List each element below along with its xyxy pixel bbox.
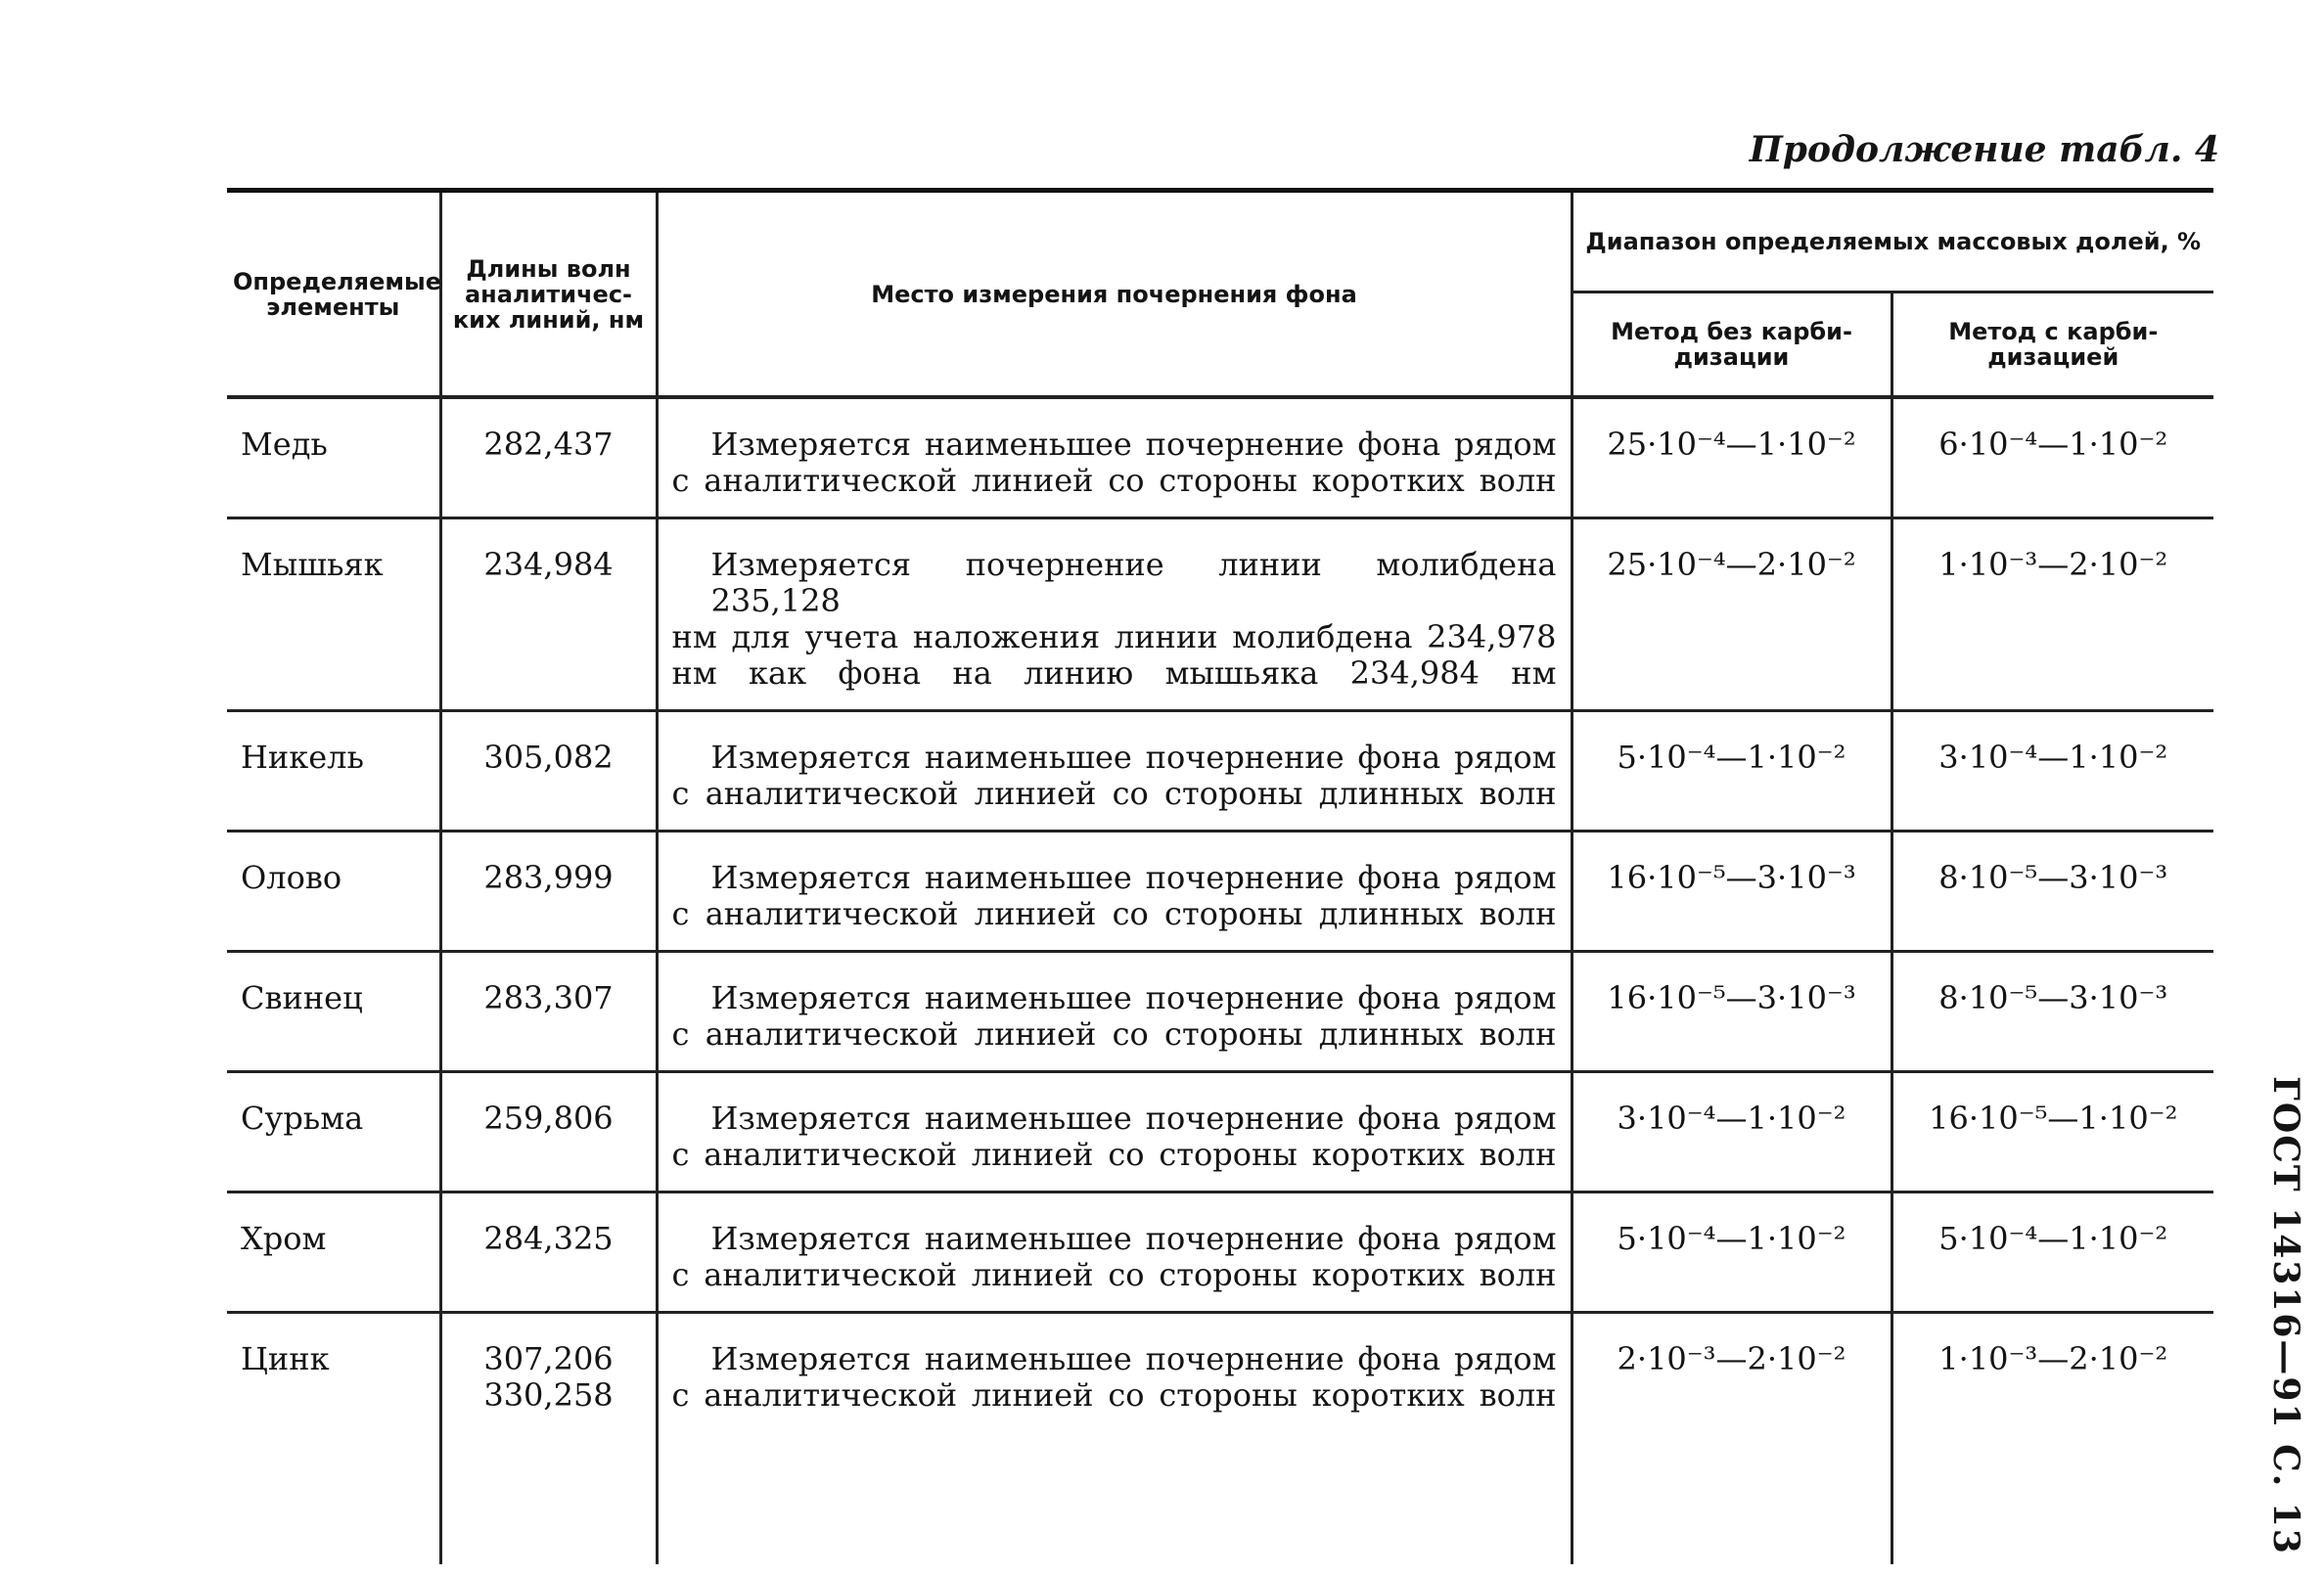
table-row bbox=[227, 1072, 2213, 1192]
range-carbidization-cell: 3·10⁻⁴—1·10⁻² bbox=[1891, 711, 2213, 832]
range-no-carbidization-cell: 2·10⁻³—2·10⁻² bbox=[1572, 1313, 1891, 1565]
range-carbidization-cell: 8·10⁻⁵—3·10⁻³ bbox=[1891, 832, 2213, 952]
wavelength-value: 283,999 bbox=[483, 859, 614, 896]
wavelength-value: 307,206 bbox=[483, 1340, 614, 1377]
place-cell bbox=[657, 518, 1572, 711]
element-cell: Мышьяк bbox=[227, 518, 440, 711]
header-wavelength: Длины волн аналитичес-ких линий, нм bbox=[440, 191, 657, 398]
table-row bbox=[227, 1192, 2213, 1313]
range-no-carbidization-cell: 5·10⁻⁴—1·10⁻² bbox=[1572, 1192, 1891, 1313]
place-cell bbox=[657, 1192, 1572, 1313]
table-body bbox=[227, 397, 2213, 1564]
element-cell: Сурьма bbox=[227, 1072, 440, 1192]
range-no-carbidization-cell: 5·10⁻⁴—1·10⁻² bbox=[1572, 711, 1891, 832]
range-no-carbidization-cell: 16·10⁻⁵—3·10⁻³ bbox=[1572, 952, 1891, 1072]
table-header bbox=[227, 191, 2213, 398]
range-carbidization-cell: 1·10⁻³—2·10⁻² bbox=[1891, 518, 2213, 711]
wavelength-value: 234,984 bbox=[483, 546, 614, 583]
place-text-line: с аналитической линией со стороны коротких волн bbox=[671, 1136, 1557, 1173]
element-cell: Олово bbox=[227, 832, 440, 952]
element-cell: Цинк bbox=[227, 1313, 440, 1565]
range-no-carbidization-cell: 16·10⁻⁵—3·10⁻³ bbox=[1572, 832, 1891, 952]
place-text-line: с аналитической линией со стороны коротких волн bbox=[671, 462, 1557, 499]
place-text-line: с аналитической линией со стороны коротких волн bbox=[671, 1376, 1557, 1414]
place-text-line: с аналитической линией со стороны длинных волн bbox=[671, 895, 1557, 932]
range-no-carbidization-cell: 3·10⁻⁴—1·10⁻² bbox=[1572, 1072, 1891, 1192]
place-text-line: нм как фона на линию мышьяка 234,984 нм bbox=[671, 654, 1557, 692]
place-text-line: Измеряется наименьшее почернение фона рядом bbox=[710, 739, 1557, 776]
wavelength-cell bbox=[440, 952, 657, 1072]
table-row bbox=[227, 952, 2213, 1072]
table-row bbox=[227, 832, 2213, 952]
document-page-label: ГОСТ 14316—91 С. 13 bbox=[2265, 1076, 2306, 1555]
wavelength-value: 305,082 bbox=[483, 739, 614, 776]
wavelength-cell bbox=[440, 518, 657, 711]
range-carbidization-cell: 8·10⁻⁵—3·10⁻³ bbox=[1891, 952, 2213, 1072]
place-cell bbox=[657, 397, 1572, 518]
header-range: Диапазон определяемых массовых долей, % bbox=[1572, 191, 2213, 292]
place-cell bbox=[657, 832, 1572, 952]
wavelength-value: 330,258 bbox=[483, 1376, 614, 1414]
wavelength-cell bbox=[440, 711, 657, 832]
range-carbidization-cell: 5·10⁻⁴—1·10⁻² bbox=[1891, 1192, 2213, 1313]
range-carbidization-cell: 16·10⁻⁵—1·10⁻² bbox=[1891, 1072, 2213, 1192]
range-no-carbidization-cell: 25·10⁻⁴—2·10⁻² bbox=[1572, 518, 1891, 711]
header-no-carbidization: Метод без карби-дизации bbox=[1572, 292, 1891, 398]
wavelength-cell bbox=[440, 397, 657, 518]
wavelength-cell bbox=[440, 1192, 657, 1313]
element-cell: Хром bbox=[227, 1192, 440, 1313]
place-text-line: Измеряется наименьшее почернение фона рядом bbox=[710, 1340, 1557, 1377]
range-carbidization-cell: 6·10⁻⁴—1·10⁻² bbox=[1891, 397, 2213, 518]
data-table bbox=[227, 188, 2213, 1564]
element-cell: Никель bbox=[227, 711, 440, 832]
place-text-line: Измеряется наименьшее почернение фона рядом bbox=[710, 1220, 1557, 1257]
wavelength-value: 282,437 bbox=[483, 426, 614, 463]
table-row bbox=[227, 397, 2213, 518]
place-text-line: с аналитической линией со стороны длинных волн bbox=[671, 775, 1557, 812]
place-cell bbox=[657, 1313, 1572, 1565]
wavelength-value: 284,325 bbox=[483, 1220, 614, 1257]
wavelength-cell bbox=[440, 1072, 657, 1192]
wavelength-cell bbox=[440, 1313, 657, 1565]
table-row bbox=[227, 1313, 2213, 1565]
element-cell: Свинец bbox=[227, 952, 440, 1072]
wavelength-value: 259,806 bbox=[483, 1100, 614, 1137]
wavelength-value: 283,307 bbox=[483, 979, 614, 1016]
place-text-line: Измеряется почернение линии молибдена 235,128 bbox=[710, 546, 1557, 619]
table-row bbox=[227, 711, 2213, 832]
element-cell: Медь bbox=[227, 397, 440, 518]
place-text-line: с аналитической линией со стороны коротких волн bbox=[671, 1256, 1557, 1293]
header-place: Место измерения почернения фона bbox=[657, 191, 1572, 398]
place-text-line: с аналитической линией со стороны длинных волн bbox=[671, 1015, 1557, 1053]
table-caption: Продолжение табл. 4 bbox=[1749, 129, 2219, 170]
place-text-line: Измеряется наименьшее почернение фона рядом bbox=[710, 426, 1557, 463]
place-text-line: Измеряется наименьшее почернение фона рядом bbox=[710, 1100, 1557, 1137]
header-carbidization: Метод с карби-дизацией bbox=[1891, 292, 2213, 398]
place-cell bbox=[657, 1072, 1572, 1192]
range-no-carbidization-cell: 25·10⁻⁴—1·10⁻² bbox=[1572, 397, 1891, 518]
place-cell bbox=[657, 952, 1572, 1072]
place-text-line: нм для учета наложения линии молибдена 234,978 bbox=[671, 618, 1557, 655]
table-row bbox=[227, 518, 2213, 711]
wavelength-cell bbox=[440, 832, 657, 952]
header-elements: Определяемые элементы bbox=[227, 191, 440, 398]
range-carbidization-cell: 1·10⁻³—2·10⁻² bbox=[1891, 1313, 2213, 1565]
place-text-line: Измеряется наименьшее почернение фона рядом bbox=[710, 979, 1557, 1016]
place-text-line: Измеряется наименьшее почернение фона рядом bbox=[710, 859, 1557, 896]
place-cell bbox=[657, 711, 1572, 832]
